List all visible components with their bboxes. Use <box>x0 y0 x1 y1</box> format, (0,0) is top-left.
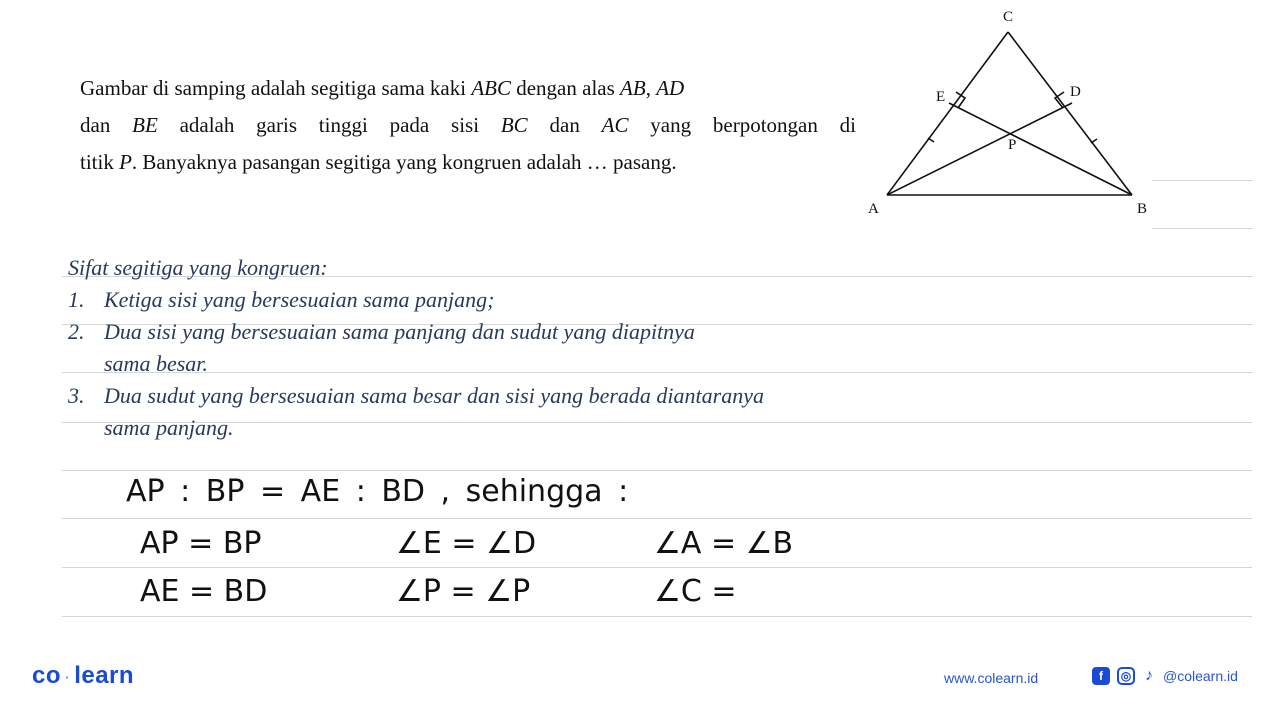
text: , <box>645 76 657 100</box>
text: dan <box>80 113 133 137</box>
label-p: P <box>1008 137 1017 153</box>
hand-ratio-line: AP : BP = AE : BD , sehingga : <box>126 474 629 509</box>
tiktok-icon[interactable]: ♪ <box>1145 667 1153 684</box>
label-e: E <box>936 89 946 105</box>
facebook-icon[interactable]: f <box>1092 667 1110 685</box>
property-text: Dua sisi yang bersesuaian sama panjang dan sudut yang diapitnya sama besar. <box>104 319 695 376</box>
hand-angle-p-p: ∠P = ∠P <box>396 574 531 609</box>
text: . Banyaknya pasangan segitiga yang kongruen adalah … pasang. <box>131 150 677 174</box>
property-number: 3. <box>68 383 85 408</box>
properties-title: Sifat segitiga yang kongruen: <box>68 255 328 280</box>
hand-ae-bd: AE = BD <box>140 574 268 609</box>
social-handle[interactable]: @colearn.id <box>1163 668 1238 684</box>
instagram-icon[interactable]: ◎ <box>1117 667 1135 685</box>
social-links <box>1092 667 1238 685</box>
math-var: AC <box>601 113 629 137</box>
property-number: 1. <box>68 287 85 312</box>
math-var: AD <box>656 76 685 100</box>
logo-dot: · <box>65 668 71 685</box>
math-var: BC <box>500 113 528 137</box>
label-c: C <box>1003 9 1014 25</box>
hand-angle-e-d: ∠E = ∠D <box>396 526 537 561</box>
label-a: A <box>868 201 879 217</box>
website-link[interactable]: www.colearn.id <box>944 670 1039 686</box>
property-text: Ketiga sisi yang bersesuaian sama panjang; <box>104 287 495 312</box>
math-var: AB <box>620 76 646 100</box>
hand-angle-a-b: ∠A = ∠B <box>654 526 794 561</box>
text: dan <box>527 113 602 137</box>
label-d: D <box>1070 84 1081 100</box>
hand-ap-bp: AP = BP <box>140 526 262 561</box>
text: titik <box>80 150 120 174</box>
logo-part: learn <box>74 662 135 689</box>
math-var: ABC <box>471 76 511 100</box>
label-b: B <box>1137 201 1148 217</box>
text: dengan alas <box>510 76 621 100</box>
logo-part: co <box>32 662 62 689</box>
hand-angle-c: ∠C = <box>654 574 737 609</box>
colearn-logo <box>32 662 134 690</box>
property-text: Dua sudut yang bersesuaian sama besar dan sisi yang berada diantaranya sama panjang. <box>104 383 764 440</box>
math-var: P <box>119 150 132 174</box>
text: yang berpotongan di <box>628 113 856 137</box>
property-number: 2. <box>68 319 85 344</box>
math-var: BE <box>132 113 158 137</box>
text: Gambar di samping adalah segitiga sama kaki <box>80 76 472 100</box>
text: adalah garis tinggi pada sisi <box>157 113 501 137</box>
